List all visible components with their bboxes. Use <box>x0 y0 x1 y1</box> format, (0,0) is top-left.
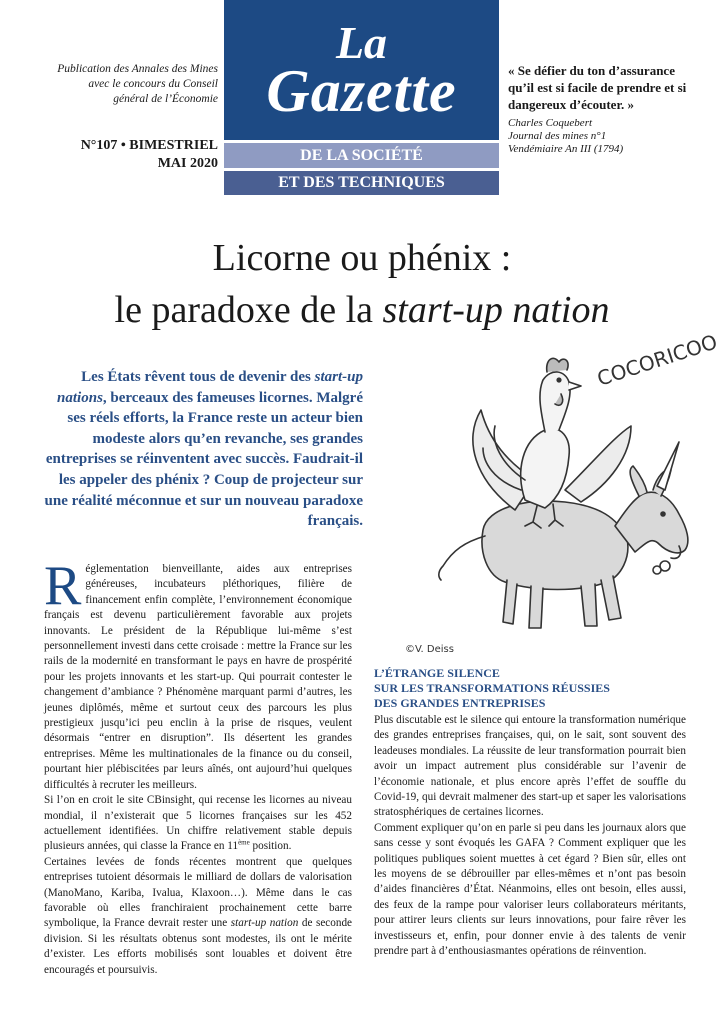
left-paragraph-1 <box>44 555 352 793</box>
subhead-line-1: L’ÉTRANGE SILENCE <box>374 666 500 680</box>
publication-note <box>30 62 218 107</box>
dropcap: R <box>44 555 82 617</box>
headline-line-2-prefix: le paradoxe de la <box>114 289 383 331</box>
quote-author-name: Charles Coquebert <box>508 117 593 129</box>
headline-line-1: Licorne ou phénix : <box>212 237 512 279</box>
rooster-donkey-cartoon <box>395 329 721 658</box>
epigraph-author <box>508 117 703 156</box>
lead-part-1: Les États rêvent tous de devenir des <box>81 369 315 385</box>
cartoon-signature: ©V. Deiss <box>405 644 454 655</box>
article-lead <box>40 367 363 532</box>
article-column-left <box>44 555 353 978</box>
article-column-right <box>374 713 686 960</box>
left-p3-italic: start-up nation <box>230 917 299 930</box>
left-p2-text-b: position. <box>249 840 292 853</box>
masthead-band-societe: DE LA SOCIÉTÉ <box>224 143 499 168</box>
pub-note-line-3: général de l’Économie <box>113 93 218 105</box>
epigraph-quote: « Se défier du ton d’assurance qu’il est si facile de prendre et si dangereux d’écouter. » <box>508 63 687 112</box>
lead-part-2: , berceaux des fameuses licornes. Malgré ses réels efforts, la France reste un acteur bien modeste alors qu’en revanche, ses grandes entreprises se réinventent avec succès. Faudrait-il les appeler des phénix ? Coup de projecteur sur une réalité méconnue et sur un nouveau paradoxe français. <box>44 389 363 530</box>
article-headline <box>0 232 724 336</box>
issue-info <box>30 137 218 173</box>
left-p2-text-a: Si l’on en croit le site CBinsight, qui recense les licornes au niveau mondial, il n’existerait que 5 licornes françaises sur les 452 actuellement identifiées. Un chiffre relativement stable depuis plusieurs années, qui classe la France en 11 <box>44 794 352 853</box>
subhead-line-3: DES GRANDES ENTREPRISES <box>374 696 546 710</box>
left-p3-text-b: de seconde division. Si les résultats obtenus sont modestes, ils ont le mérite d’exister. Les efforts mobilisés sont louables et doivent être encouragés et poursuivis. <box>44 917 353 976</box>
masthead-gazette: Gazette <box>266 58 457 124</box>
pub-note-line-2: avec le concours du Conseil <box>88 78 218 90</box>
lead-italic: start-up nations <box>57 369 363 406</box>
headline-line-2-italic: start-up nation <box>382 289 610 331</box>
masthead-la: La <box>335 17 388 68</box>
left-p3-text-a: Certaines levées de fonds récentes montrent que quelques entreprises tutoient désormais le milliard de dollars de valorisation (ManoMano, Kariba, Ivalua, Klaxoon…). Même dans le cas favorable où elles franchiraient prochainement cette barre symbolique, la France devrait rester une <box>44 855 352 930</box>
cartoon-speech: COCORICOO <box>594 329 721 391</box>
left-paragraph-2 <box>44 793 352 855</box>
left-p1-text: églementation bienveillante, aides aux entreprises généreuses, incubateurs pléthoriques, filière de financement enfin complète, l’environnement économique français est devenu particulièrement favorable aux projets innovants. Le président de la République lui-même s’est personnellement investi dans cette croisade : mettre la France sur les rails de la modernité en transformant le pays en havre de prospérité pour les projets innovants et les start-up. Qui pourrait contester le changement d’ambiance ? Phénomène marquant parmi d’autres, les jeunes diplômés, même et surtout ceux des parcours les plus prestigieux jusqu’ici peu enclin à la prise de risques, veulent désormais “entrer en disruption”. Ils désertent les grandes entreprises. Même les multinationales de la finance ou du conseil, pourtant hier plébiscitées par leurs aînés, ont aujourd’hui quelques difficultés à recruter les meilleurs. <box>44 563 352 791</box>
right-paragraph-1: Plus discutable est le silence qui entoure la transformation numérique des grandes entreprises françaises, qui, on le sait, sont souvent des leadeuses mondiales. La réussite de leur transformation pourrait bien avoir un impact autrement plus considérable sur l’avenir de l’économie nationale, et plus encore après l’effet de souffle du Covid-19, qui devrait malmener des start-up et saper les valorisations stratosphériques de certaines licornes. <box>374 714 686 819</box>
quote-source-2: Vendémiaire An III (1794) <box>508 143 624 155</box>
section-subheading <box>374 666 694 711</box>
pub-note-line-1: Publication des Annales des Mines <box>57 63 218 75</box>
subhead-line-2: SUR LES TRANSFORMATIONS RÉUSSIES <box>374 681 610 695</box>
quote-source-1: Journal des mines n°1 <box>508 130 607 142</box>
issue-number: N°107 • BIMESTRIEL <box>80 138 218 153</box>
right-paragraph-2: Comment expliquer qu’on en parle si peu dans les journaux alors que sans cesse y sont évoqués les GAFA ? Comment expliquer que les politiques publiques soient muettes à cet égard ? Bien sûr, elles ont les moyens de se débrouiller par elles-mêmes et n’ont pas besoin d’aides financières d’État. Néanmoins, elles ont besoin, elles aussi, des feux de la rampe pour valoriser leurs collaborateurs méritants, pour attirer leurs clients sur leurs innovations, pour faire rêver les investisseurs et, enfin, pour donner envie à des talents de venir prendre part à d’enthousiasmantes opérations de réinvention. <box>374 821 686 958</box>
masthead-band-techniques: ET DES TECHNIQUES <box>224 171 499 195</box>
headline-line-2 <box>0 284 724 336</box>
left-paragraph-3 <box>44 855 352 978</box>
issue-date: MAI 2020 <box>157 156 218 171</box>
left-p2-sup: ème <box>238 838 250 847</box>
masthead-logo <box>224 0 499 140</box>
